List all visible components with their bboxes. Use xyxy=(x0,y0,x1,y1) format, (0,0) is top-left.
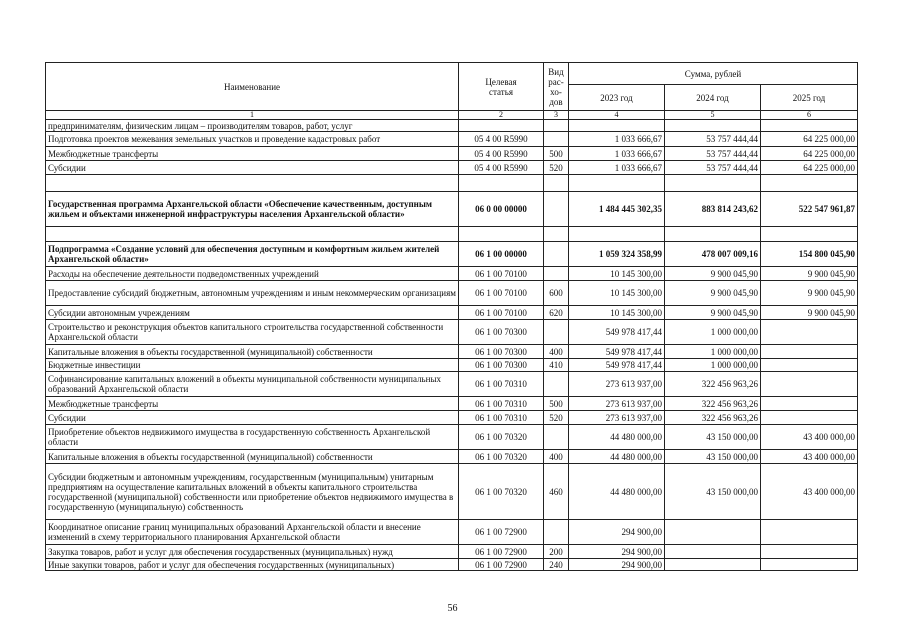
row-sum-2025: 9 900 045,90 xyxy=(761,281,858,306)
row-sum-2024: 883 814 243,62 xyxy=(665,192,761,227)
table-row xyxy=(46,545,858,559)
row-sum-2023 xyxy=(569,227,665,242)
row-name: Капитальные вложения в объекты государственной (муниципальной) собственности xyxy=(46,345,459,359)
row-sum-2025: 9 900 045,90 xyxy=(761,306,858,320)
row-target-article: 05 4 00 R5990 xyxy=(459,132,544,147)
header-name: Наименование xyxy=(46,63,459,111)
row-sum-2024: 53 757 444,44 xyxy=(665,132,761,147)
row-sum-2023 xyxy=(569,175,665,192)
header-year-2025: 2025 год xyxy=(761,85,858,111)
row-sum-2024 xyxy=(665,520,761,545)
row-sum-2023: 294 900,00 xyxy=(569,559,665,571)
header-year-2024: 2024 год xyxy=(665,85,761,111)
row-name: Приобретение объектов недвижимого имущества в государственную собственность Архангельской области xyxy=(46,425,459,450)
row-sum-2025 xyxy=(761,411,858,425)
row-target-article: 06 1 00 70310 xyxy=(459,411,544,425)
row-sum-2023: 549 978 417,44 xyxy=(569,320,665,345)
row-sum-2025 xyxy=(761,345,858,359)
row-sum-2023: 10 145 300,00 xyxy=(569,281,665,306)
row-target-article: 06 1 00 70300 xyxy=(459,359,544,372)
table-row xyxy=(46,175,858,192)
row-sum-2024: 322 456 963,26 xyxy=(665,411,761,425)
row-target-article: 05 4 00 R5990 xyxy=(459,147,544,161)
row-expense-type xyxy=(544,320,569,345)
row-sum-2024: 9 900 045,90 xyxy=(665,281,761,306)
row-sum-2023: 1 484 445 302,35 xyxy=(569,192,665,227)
row-target-article: 06 1 00 70300 xyxy=(459,345,544,359)
row-target-article: 06 1 00 72900 xyxy=(459,559,544,571)
row-sum-2024: 1 000 000,00 xyxy=(665,345,761,359)
row-sum-2024: 1 000 000,00 xyxy=(665,320,761,345)
row-expense-type xyxy=(544,132,569,147)
header-sum: Сумма, рублей xyxy=(569,63,858,85)
row-sum-2025 xyxy=(761,372,858,397)
row-sum-2024: 322 456 963,26 xyxy=(665,372,761,397)
table-row xyxy=(46,147,858,161)
row-sum-2023 xyxy=(569,120,665,132)
row-target-article: 06 1 00 70320 xyxy=(459,464,544,520)
table-row xyxy=(46,320,858,345)
column-number: 5 xyxy=(665,111,761,120)
row-expense-type xyxy=(544,227,569,242)
row-expense-type: 240 xyxy=(544,559,569,571)
table-row xyxy=(46,281,858,306)
row-expense-type: 200 xyxy=(544,545,569,559)
table-row xyxy=(46,520,858,545)
table-row xyxy=(46,267,858,281)
table-row xyxy=(46,242,858,267)
row-sum-2024 xyxy=(665,175,761,192)
row-sum-2023: 44 480 000,00 xyxy=(569,450,665,464)
row-sum-2024: 43 150 000,00 xyxy=(665,450,761,464)
row-target-article: 05 4 00 R5990 xyxy=(459,161,544,175)
row-expense-type xyxy=(544,242,569,267)
row-sum-2024: 43 150 000,00 xyxy=(665,464,761,520)
row-target-article: 06 1 00 70100 xyxy=(459,267,544,281)
row-sum-2023: 273 613 937,00 xyxy=(569,372,665,397)
table-row xyxy=(46,132,858,147)
row-name xyxy=(46,227,459,242)
table-row xyxy=(46,345,858,359)
table-row xyxy=(46,372,858,397)
row-target-article xyxy=(459,120,544,132)
row-name: Субсидии xyxy=(46,161,459,175)
row-name: Государственная программа Архангельской области «Обеспечение качественным, доступным жильем и объектами инженерной инфраструктуры населения Архангельской области» xyxy=(46,192,459,227)
row-sum-2023: 1 033 666,67 xyxy=(569,147,665,161)
column-number: 1 xyxy=(46,111,459,120)
header-expense-type: Вид рас- хо- дов xyxy=(544,63,569,111)
row-name: Межбюджетные трансферты xyxy=(46,147,459,161)
row-name: предпринимателям, физическим лицам – производителям товаров, работ, услуг xyxy=(46,120,459,132)
row-name: Субсидии автономным учреждениям xyxy=(46,306,459,320)
row-expense-type: 620 xyxy=(544,306,569,320)
row-sum-2024 xyxy=(665,559,761,571)
row-target-article: 06 1 00 70310 xyxy=(459,397,544,411)
row-sum-2025: 522 547 961,87 xyxy=(761,192,858,227)
column-number: 2 xyxy=(459,111,544,120)
row-name: Подготовка проектов межевания земельных участков и проведение кадастровых работ xyxy=(46,132,459,147)
table-row xyxy=(46,359,858,372)
row-target-article: 06 1 00 00000 xyxy=(459,242,544,267)
row-name: Строительство и реконструкция объектов капитального строительства государственной собственности Архангельской области xyxy=(46,320,459,345)
row-expense-type xyxy=(544,267,569,281)
row-name: Субсидии xyxy=(46,411,459,425)
row-name: Бюджетные инвестиции xyxy=(46,359,459,372)
row-expense-type: 410 xyxy=(544,359,569,372)
row-target-article: 06 1 00 70100 xyxy=(459,306,544,320)
row-sum-2024: 478 007 009,16 xyxy=(665,242,761,267)
table-row xyxy=(46,397,858,411)
row-expense-type xyxy=(544,120,569,132)
table-row xyxy=(46,120,858,132)
row-target-article: 06 1 00 70100 xyxy=(459,281,544,306)
row-name: Межбюджетные трансферты xyxy=(46,397,459,411)
row-name: Субсидии бюджетным и автономным учреждениям, государственным (муниципальным) унитарным предприятиям на осуществление капитальных вложений в объекты капитального строительства государственной (муниципальной) собственности или приобретение объектов недвижимого имущества в государственную (муниципальную) собственность xyxy=(46,464,459,520)
table-row xyxy=(46,161,858,175)
row-sum-2025 xyxy=(761,227,858,242)
row-target-article xyxy=(459,175,544,192)
row-sum-2025 xyxy=(761,397,858,411)
row-expense-type xyxy=(544,192,569,227)
table-row xyxy=(46,450,858,464)
row-name: Предоставление субсидий бюджетным, автономным учреждениям и иным некоммерческим организациям xyxy=(46,281,459,306)
row-name xyxy=(46,175,459,192)
row-expense-type: 400 xyxy=(544,345,569,359)
row-expense-type xyxy=(544,520,569,545)
row-sum-2023: 44 480 000,00 xyxy=(569,425,665,450)
row-sum-2025 xyxy=(761,559,858,571)
row-sum-2025: 64 225 000,00 xyxy=(761,132,858,147)
row-sum-2025: 64 225 000,00 xyxy=(761,161,858,175)
row-sum-2023: 549 978 417,44 xyxy=(569,359,665,372)
row-sum-2024 xyxy=(665,227,761,242)
row-target-article: 06 1 00 72900 xyxy=(459,545,544,559)
row-expense-type: 500 xyxy=(544,397,569,411)
row-sum-2025 xyxy=(761,175,858,192)
row-sum-2025: 64 225 000,00 xyxy=(761,147,858,161)
row-sum-2023: 273 613 937,00 xyxy=(569,411,665,425)
row-sum-2023: 294 900,00 xyxy=(569,520,665,545)
row-name: Иные закупки товаров, работ и услуг для обеспечения государственных (муниципальных) xyxy=(46,559,459,571)
row-name: Расходы на обеспечение деятельности подведомственных учреждений xyxy=(46,267,459,281)
row-name: Софинансирование капитальных вложений в объекты муниципальной собственности муниципальных образований Архангельской области xyxy=(46,372,459,397)
row-expense-type: 520 xyxy=(544,411,569,425)
row-name: Подпрограмма «Создание условий для обеспечения доступным и комфортным жильем жителей Архангельской области» xyxy=(46,242,459,267)
row-sum-2025: 43 400 000,00 xyxy=(761,425,858,450)
row-sum-2023: 10 145 300,00 xyxy=(569,306,665,320)
column-number: 4 xyxy=(569,111,665,120)
row-target-article: 06 1 00 70320 xyxy=(459,450,544,464)
row-sum-2024 xyxy=(665,545,761,559)
row-expense-type: 500 xyxy=(544,147,569,161)
row-sum-2023: 273 613 937,00 xyxy=(569,397,665,411)
table-row xyxy=(46,306,858,320)
column-number: 3 xyxy=(544,111,569,120)
row-sum-2024: 53 757 444,44 xyxy=(665,147,761,161)
row-sum-2025: 43 400 000,00 xyxy=(761,464,858,520)
table-row xyxy=(46,559,858,571)
row-target-article: 06 1 00 70320 xyxy=(459,425,544,450)
row-sum-2023: 294 900,00 xyxy=(569,545,665,559)
page-number: 56 xyxy=(447,603,458,614)
table-row xyxy=(46,464,858,520)
row-sum-2023: 549 978 417,44 xyxy=(569,345,665,359)
row-sum-2024: 1 000 000,00 xyxy=(665,359,761,372)
row-target-article: 06 0 00 00000 xyxy=(459,192,544,227)
row-name: Координатное описание границ муниципальных образований Архангельской области и внесение изменений в схему территориального планирования Архангельской области xyxy=(46,520,459,545)
row-expense-type: 600 xyxy=(544,281,569,306)
column-number: 6 xyxy=(761,111,858,120)
row-sum-2024 xyxy=(665,120,761,132)
row-sum-2024: 43 150 000,00 xyxy=(665,425,761,450)
row-sum-2023: 44 480 000,00 xyxy=(569,464,665,520)
row-sum-2023: 10 145 300,00 xyxy=(569,267,665,281)
table-row xyxy=(46,411,858,425)
header-year-2023: 2023 год xyxy=(569,85,665,111)
row-sum-2025: 9 900 045,90 xyxy=(761,267,858,281)
row-expense-type: 400 xyxy=(544,450,569,464)
row-expense-type xyxy=(544,175,569,192)
row-sum-2025 xyxy=(761,320,858,345)
header-target-article: Целевая статья xyxy=(459,63,544,111)
table-row xyxy=(46,227,858,242)
row-target-article: 06 1 00 70310 xyxy=(459,372,544,397)
row-target-article xyxy=(459,227,544,242)
budget-table xyxy=(45,62,858,571)
row-sum-2023: 1 059 324 358,99 xyxy=(569,242,665,267)
table-body xyxy=(46,120,858,571)
row-expense-type xyxy=(544,425,569,450)
row-expense-type xyxy=(544,372,569,397)
row-sum-2024: 322 456 963,26 xyxy=(665,397,761,411)
row-target-article: 06 1 00 72900 xyxy=(459,520,544,545)
row-sum-2025: 154 800 045,90 xyxy=(761,242,858,267)
row-sum-2023: 1 033 666,67 xyxy=(569,132,665,147)
row-expense-type: 460 xyxy=(544,464,569,520)
row-sum-2024: 53 757 444,44 xyxy=(665,161,761,175)
row-sum-2025: 43 400 000,00 xyxy=(761,450,858,464)
row-sum-2023: 1 033 666,67 xyxy=(569,161,665,175)
row-sum-2025 xyxy=(761,120,858,132)
row-sum-2025 xyxy=(761,520,858,545)
row-name: Капитальные вложения в объекты государственной (муниципальной) собственности xyxy=(46,450,459,464)
row-name: Закупка товаров, работ и услуг для обеспечения государственных (муниципальных) нужд xyxy=(46,545,459,559)
row-sum-2025 xyxy=(761,359,858,372)
row-target-article: 06 1 00 70300 xyxy=(459,320,544,345)
row-expense-type: 520 xyxy=(544,161,569,175)
row-sum-2024: 9 900 045,90 xyxy=(665,267,761,281)
row-sum-2024: 9 900 045,90 xyxy=(665,306,761,320)
row-sum-2025 xyxy=(761,545,858,559)
table-row xyxy=(46,425,858,450)
table-row xyxy=(46,192,858,227)
